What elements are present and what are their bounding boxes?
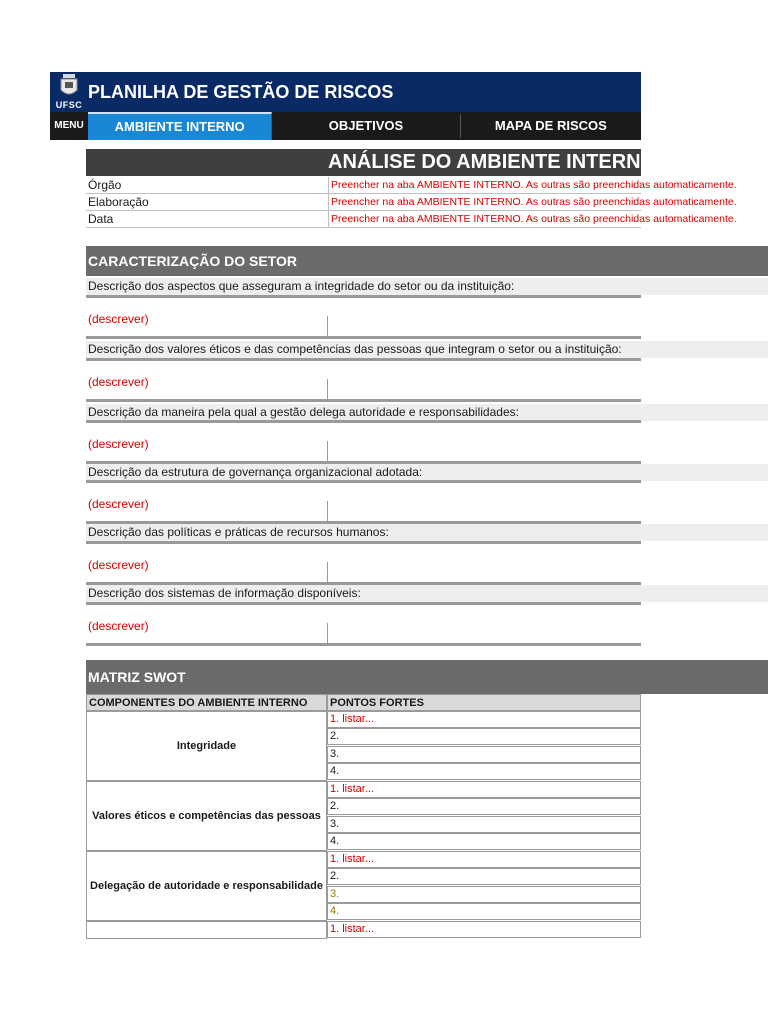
meta-row-elaboracao [86,194,737,211]
meta-row-data [86,211,737,228]
cell-divider [327,562,328,585]
question-text: Descrição das políticas e práticas de recursos humanos: [88,525,389,539]
tab-bar [88,112,641,140]
strength-cell[interactable]: 3. [327,816,641,833]
answer-text[interactable]: (descrever) [88,375,149,389]
answer-row[interactable] [86,602,641,646]
answer-row[interactable] [86,480,641,524]
strength-cell[interactable]: 2. [327,798,641,815]
analysis-title: ANÁLISE DO AMBIENTE INTERNO [328,151,657,173]
cell-divider [327,623,328,646]
question-text: Descrição dos valores éticos e das competências das pessoas que integram o setor ou a instituição: [88,342,622,356]
question-row [86,341,768,358]
strength-cell[interactable]: 2. [327,868,641,885]
question-text: Descrição da estrutura de governança organizacional adotada: [88,465,423,479]
crest-icon [59,74,79,100]
strength-cell[interactable]: 3. [327,746,641,763]
col-header-component: COMPONENTES DO AMBIENTE INTERNO [86,694,327,711]
meta-row-orgao [86,177,737,194]
meta-label: Data [88,212,114,226]
answer-row[interactable] [86,295,641,339]
strength-cell[interactable]: 4. [327,763,641,780]
col-header-strengths: PONTOS FORTES [327,694,641,711]
strength-cell[interactable]: 1. listar... [327,781,641,798]
answer-text[interactable]: (descrever) [88,437,149,451]
meta-label: Órgão [88,178,122,192]
question-row [86,278,768,295]
swot-header: MATRIZ SWOT [86,660,768,694]
meta-value[interactable]: Preencher na aba AMBIENTE INTERNO. As outras são preenchidas automaticamente. [328,211,644,227]
component-delegacao: Delegação de autoridade e responsabilidade [86,851,327,921]
question-row [86,404,768,421]
cell-divider [327,501,328,524]
strength-cell[interactable]: 4. [327,903,641,920]
meta-value[interactable]: Preencher na aba AMBIENTE INTERNO. As outras são preenchidas automaticamente. [328,194,644,210]
cell-divider [327,316,328,339]
ufsc-logo [50,72,88,112]
strength-cell[interactable]: 1. listar... [327,921,641,938]
logo-label: UFSC [55,100,83,110]
menu-button[interactable]: MENU [50,112,88,140]
cell-divider [327,441,328,464]
answer-row[interactable] [86,420,641,464]
strength-cell[interactable]: 1. listar... [327,711,641,728]
answer-text[interactable]: (descrever) [88,619,149,633]
tab-mapa-de-riscos[interactable]: MAPA DE RISCOS [494,118,607,133]
question-row [86,464,768,481]
answer-row[interactable] [86,541,641,585]
question-text: Descrição dos sistemas de informação disponíveis: [88,586,361,600]
question-row [86,524,768,541]
analysis-header [86,149,657,176]
meta-value[interactable]: Preencher na aba AMBIENTE INTERNO. As outras são preenchidas automaticamente. [328,177,644,193]
answer-text[interactable]: (descrever) [88,558,149,572]
tab-objetivos[interactable]: OBJETIVOS [272,114,460,138]
component-cell [86,921,327,939]
answer-text[interactable]: (descrever) [88,497,149,511]
page-title [88,72,641,112]
page-title-text: PLANILHA DE GESTÃO DE RISCOS [88,82,394,102]
component-integridade: Integridade [86,711,327,781]
tab-ambiente-interno[interactable]: AMBIENTE INTERNO [88,112,272,140]
strength-cell[interactable]: 4. [327,833,641,850]
cell-divider [327,379,328,402]
answer-text[interactable]: (descrever) [88,312,149,326]
question-row [86,585,768,602]
answer-row[interactable] [86,358,641,402]
component-valores-eticos: Valores éticos e competências das pessoas [86,781,327,851]
caracterizacao-header: CARACTERIZAÇÃO DO SETOR [86,246,768,276]
strength-cell[interactable]: 2. [327,728,641,745]
strength-cell[interactable]: 1. listar... [327,851,641,868]
meta-label: Elaboração [88,195,149,209]
question-text: Descrição da maneira pela qual a gestão delega autoridade e responsabilidades: [88,405,519,419]
question-text: Descrição dos aspectos que asseguram a integridade do setor ou da instituição: [88,279,515,293]
strength-cell[interactable]: 3. [327,886,641,903]
